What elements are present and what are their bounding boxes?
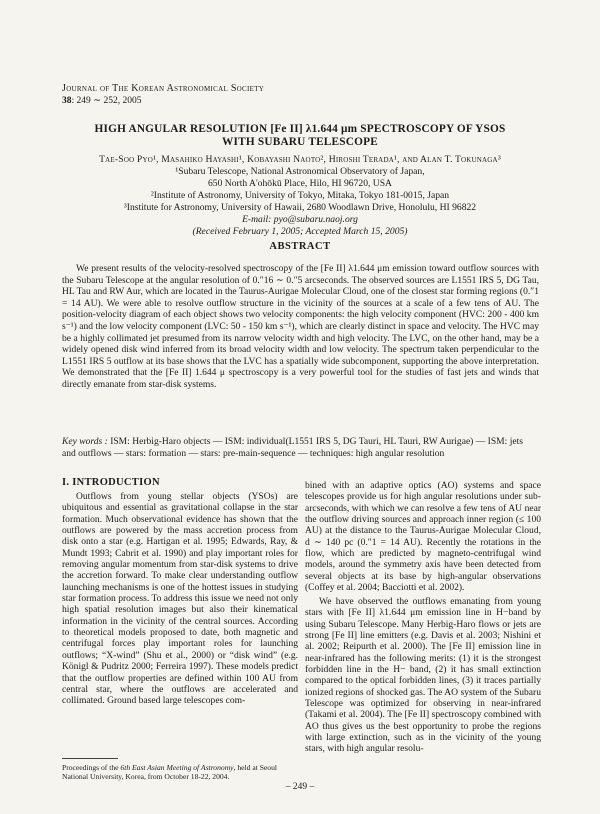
- keywords: [62, 436, 539, 459]
- affiliation-3: ³Institute for Astronomy, University of Hawaii, 2680 Woodlawn Drive, Honolulu, HI 96822: [123, 202, 477, 213]
- affiliation-1: ¹Subaru Telescope, National Astronomical Observatory of Japan,: [175, 166, 425, 177]
- journal-name: Journal of The Korean Astronomical Society: [62, 83, 265, 94]
- author-list: Tae-Soo Pyo¹, Masahiko Hayashi¹, Kobayashi Naoto², Hiroshi Terada¹, and Alan T. Tokunaga³: [99, 154, 501, 165]
- volume-info: [62, 95, 141, 106]
- intro-right-column-para-2: We have observed the outflows emanating from young stars with [Fe II] λ1.644 μm emission line in H−band by using Subaru Telescope. Many Herbig-Haro flows or jets are strong [Fe II] line emitters (e.g. Davis et al. 2003; Nishini et al. 2002; Reipurth et al. 2000). The [Fe II] emission line in near-infrared has the following merits: (1) it is the strongest forbidden line in the H− band, (2) it has small extinction compared to the optical forbidden lines, (3) it traces partially ionized regions of shocked gas. The AO system of the Subaru Telescope was optimized for observing in near-infrared (Takami et al. 2004). The [Fe II] spectroscopy combined with AO thus gives us the best opportunity to probe the regions with large extinction, such as in the vicinity of the young stars, with high angular resolu-: [305, 596, 541, 755]
- footnote-suffix: , held at Seoul National University, Korea, from October 18-22, 2004.: [62, 763, 278, 782]
- footnote-meeting: 6th East Asian Meeting of Astronomy: [120, 763, 234, 772]
- abstract-text: We present results of the velocity-resolved spectroscopy of the [Fe II] λ1.644 μm emission toward outflow sources with the Subaru Telescope at the angular resolution of 0.″16 ∼ 0.″5 arcseconds. The observed sources are L1551 IRS 5, DG Tau, HL Tau and RW Aur, which are located in the Taurus-Aurigae Molecular Cloud, one of the closest star forming regions (0.″1 = 14 AU). We were able to resolve outflow structure in the vicinity of the sources at a scale of a few tens of AU. The position-velocity diagram of each object shows two velocity components: the high velocity component (HVC: 200 - 400 km s⁻¹) and the low velocity component (LVC: 50 - 150 km s⁻¹), which are clearly distinct in space and velocity. The HVC may be a highly collimated jet presumed from its narrow velocity width and high velocity. The LVC, on the other hand, may be a widely opened disk wind inferred from its broad velocity width and low velocity. The spectrum taken perpendicular to the L1551 IRS 5 outflow at its base shows that the LVC has a spatially wide subcomponent, supporting the above interpretation. We demonstrated that the [Fe II] 1.644 μ spectroscopy is a very powerful tool for the studies of fast jets and winds that directly emanate from star-disk systems.: [62, 263, 539, 390]
- paper-title: [40, 123, 560, 149]
- received-dates: (Received February 1, 2005; Accepted March 15, 2005): [192, 226, 408, 237]
- keywords-label: Key words :: [62, 436, 108, 447]
- volume-number: 38: [62, 96, 72, 106]
- footnote: [62, 763, 298, 781]
- footnote-prefix: Proceedings of the: [62, 763, 121, 772]
- affiliation-1-address: 650 North A'ohōkū Place, Hilo, HI 96720, USA: [207, 178, 392, 189]
- footnote-rule: [62, 758, 118, 759]
- section-heading: I. INTRODUCTION: [62, 477, 160, 488]
- email: E-mail: pyo@subaru.naoj.org: [242, 214, 358, 225]
- page-range: : 249 ∼ 252, 2005: [71, 96, 142, 106]
- affiliation-2: ²Institute of Astronomy, University of Tokyo, Mitaka, Tokyo 181-0015, Japan: [150, 190, 450, 201]
- title-line-1: HIGH ANGULAR RESOLUTION [Fe II] λ1.644 μm SPECTROSCOPY OF YSOS: [94, 123, 506, 135]
- intro-right-column-para-1: bined with an adaptive optics (AO) systems and space telescopes provide us for high angular resolutions under sub-arcseconds, with which we can resolve a few tens of AU near the outflow driving sources and approach inner region (≤ 100 AU) at the distance to the Taurus-Aurigae Molecular Cloud, d ∼ 140 pc (0.″1 = 14 AU). Recently the rotations in the flow, which are predicted by magneto-centrifugal wind models, around the symmetry axis have been detected from several objects at its base by high-angular observations (Coffey et al. 2004; Bacciotti et al. 2002).: [305, 480, 541, 594]
- page-number: – 249 –: [285, 782, 315, 792]
- keywords-text: ISM: Herbig-Haro objects — ISM: individual(L1551 IRS 5, DG Tauri, HL Tauri, RW Aurigae) — ISM: jets and outflows — stars: formation — stars: pre-main-sequence — techniques: high angular resolution: [62, 436, 523, 459]
- intro-left-column: Outflows from young stellar objects (YSOs) are ubiquitous and essential as gravitational collapse in the star formation. Much observational evidence has shown that the outflows are powered by the mass accretion process from disk onto a star (e.g. Hartigan et al. 1995; Edwards, Ray, & Mundt 1993; Cabrit et al. 1990) and play important roles for removing angular momentum from star-disk systems to drive the accretion forward. To make clear understanding outflow launching mechanisms is one of the hottest issues in studying star formation process. To address this issue we need not only high spatial resolution images but also their kinematical information in the vicinity of the central sources. According to theoretical models proposed to date, both magnetic and centrifugal forces play important roles for launching outflows; “X-wind” (Shu et al., 2000) or “disk wind” (e.g. Königl & Pudritz 2000; Ferreira 1997). These models predict that the outflow properties are defined within 100 AU from central star, where the outflows are accelerated and collimated. Ground based large telescopes com-: [62, 491, 298, 707]
- author-block: [40, 154, 560, 238]
- title-line-2: WITH SUBARU TELESCOPE: [222, 136, 378, 148]
- abstract-heading: ABSTRACT: [269, 241, 331, 252]
